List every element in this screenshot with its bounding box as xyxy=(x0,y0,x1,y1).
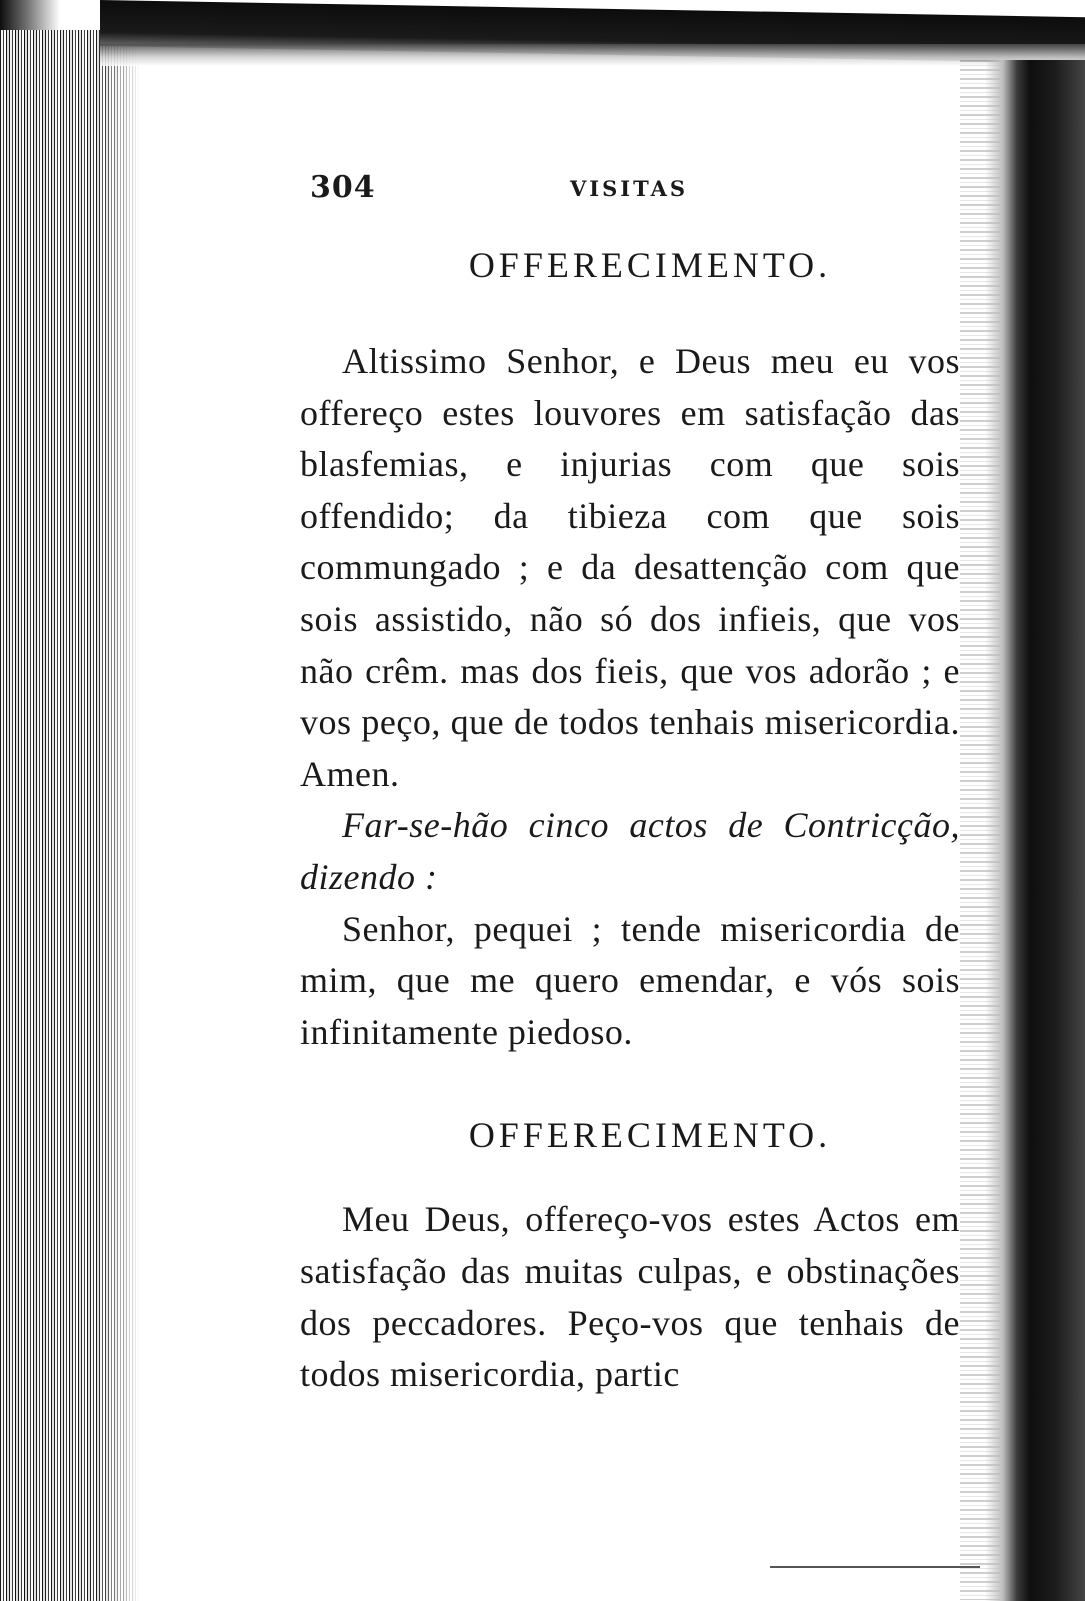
page-header xyxy=(300,170,960,210)
section-title: OFFERECIMENTO. xyxy=(468,1115,832,1156)
contrition-act-paragraph: Senhor, pequei ; tende misericordia de mim, que me quero emendar, e vós sois infinitamente piedoso. xyxy=(300,908,960,1052)
page-number: 304 xyxy=(310,170,376,205)
scan-top-fade xyxy=(100,44,1085,66)
binding-gutter xyxy=(0,30,140,1601)
prayer-paragraph: Meu Deus, offereço-vos estes Actos em satisfação das muitas culpas, e obstinações dos peccadores. Peço-vos que tenhais de todos misericordia, partic xyxy=(300,1199,960,1395)
running-head: VISITAS xyxy=(570,176,689,201)
book-page xyxy=(300,170,960,1401)
page-right-edge xyxy=(985,60,1085,1601)
bottom-rule xyxy=(770,1566,980,1568)
prayer-paragraph: Altissimo Senhor, e Deus meu eu vos offereço estes louvores em satisfação das blasfemias, e injurias com que sois offendido; da tibieza com que sois commungado ; e da desattenção com que sois assistido, não só dos infieis, que vos não crêm. mas dos fieis, que vos adorão ; e vos peço, que de todos tenhais misericordia. Amen. xyxy=(300,341,960,794)
instruction-paragraph: Far-se-hão cinco actos de Contricção, dizendo : xyxy=(300,805,960,897)
section-title: OFFERECIMENTO. xyxy=(468,245,832,285)
